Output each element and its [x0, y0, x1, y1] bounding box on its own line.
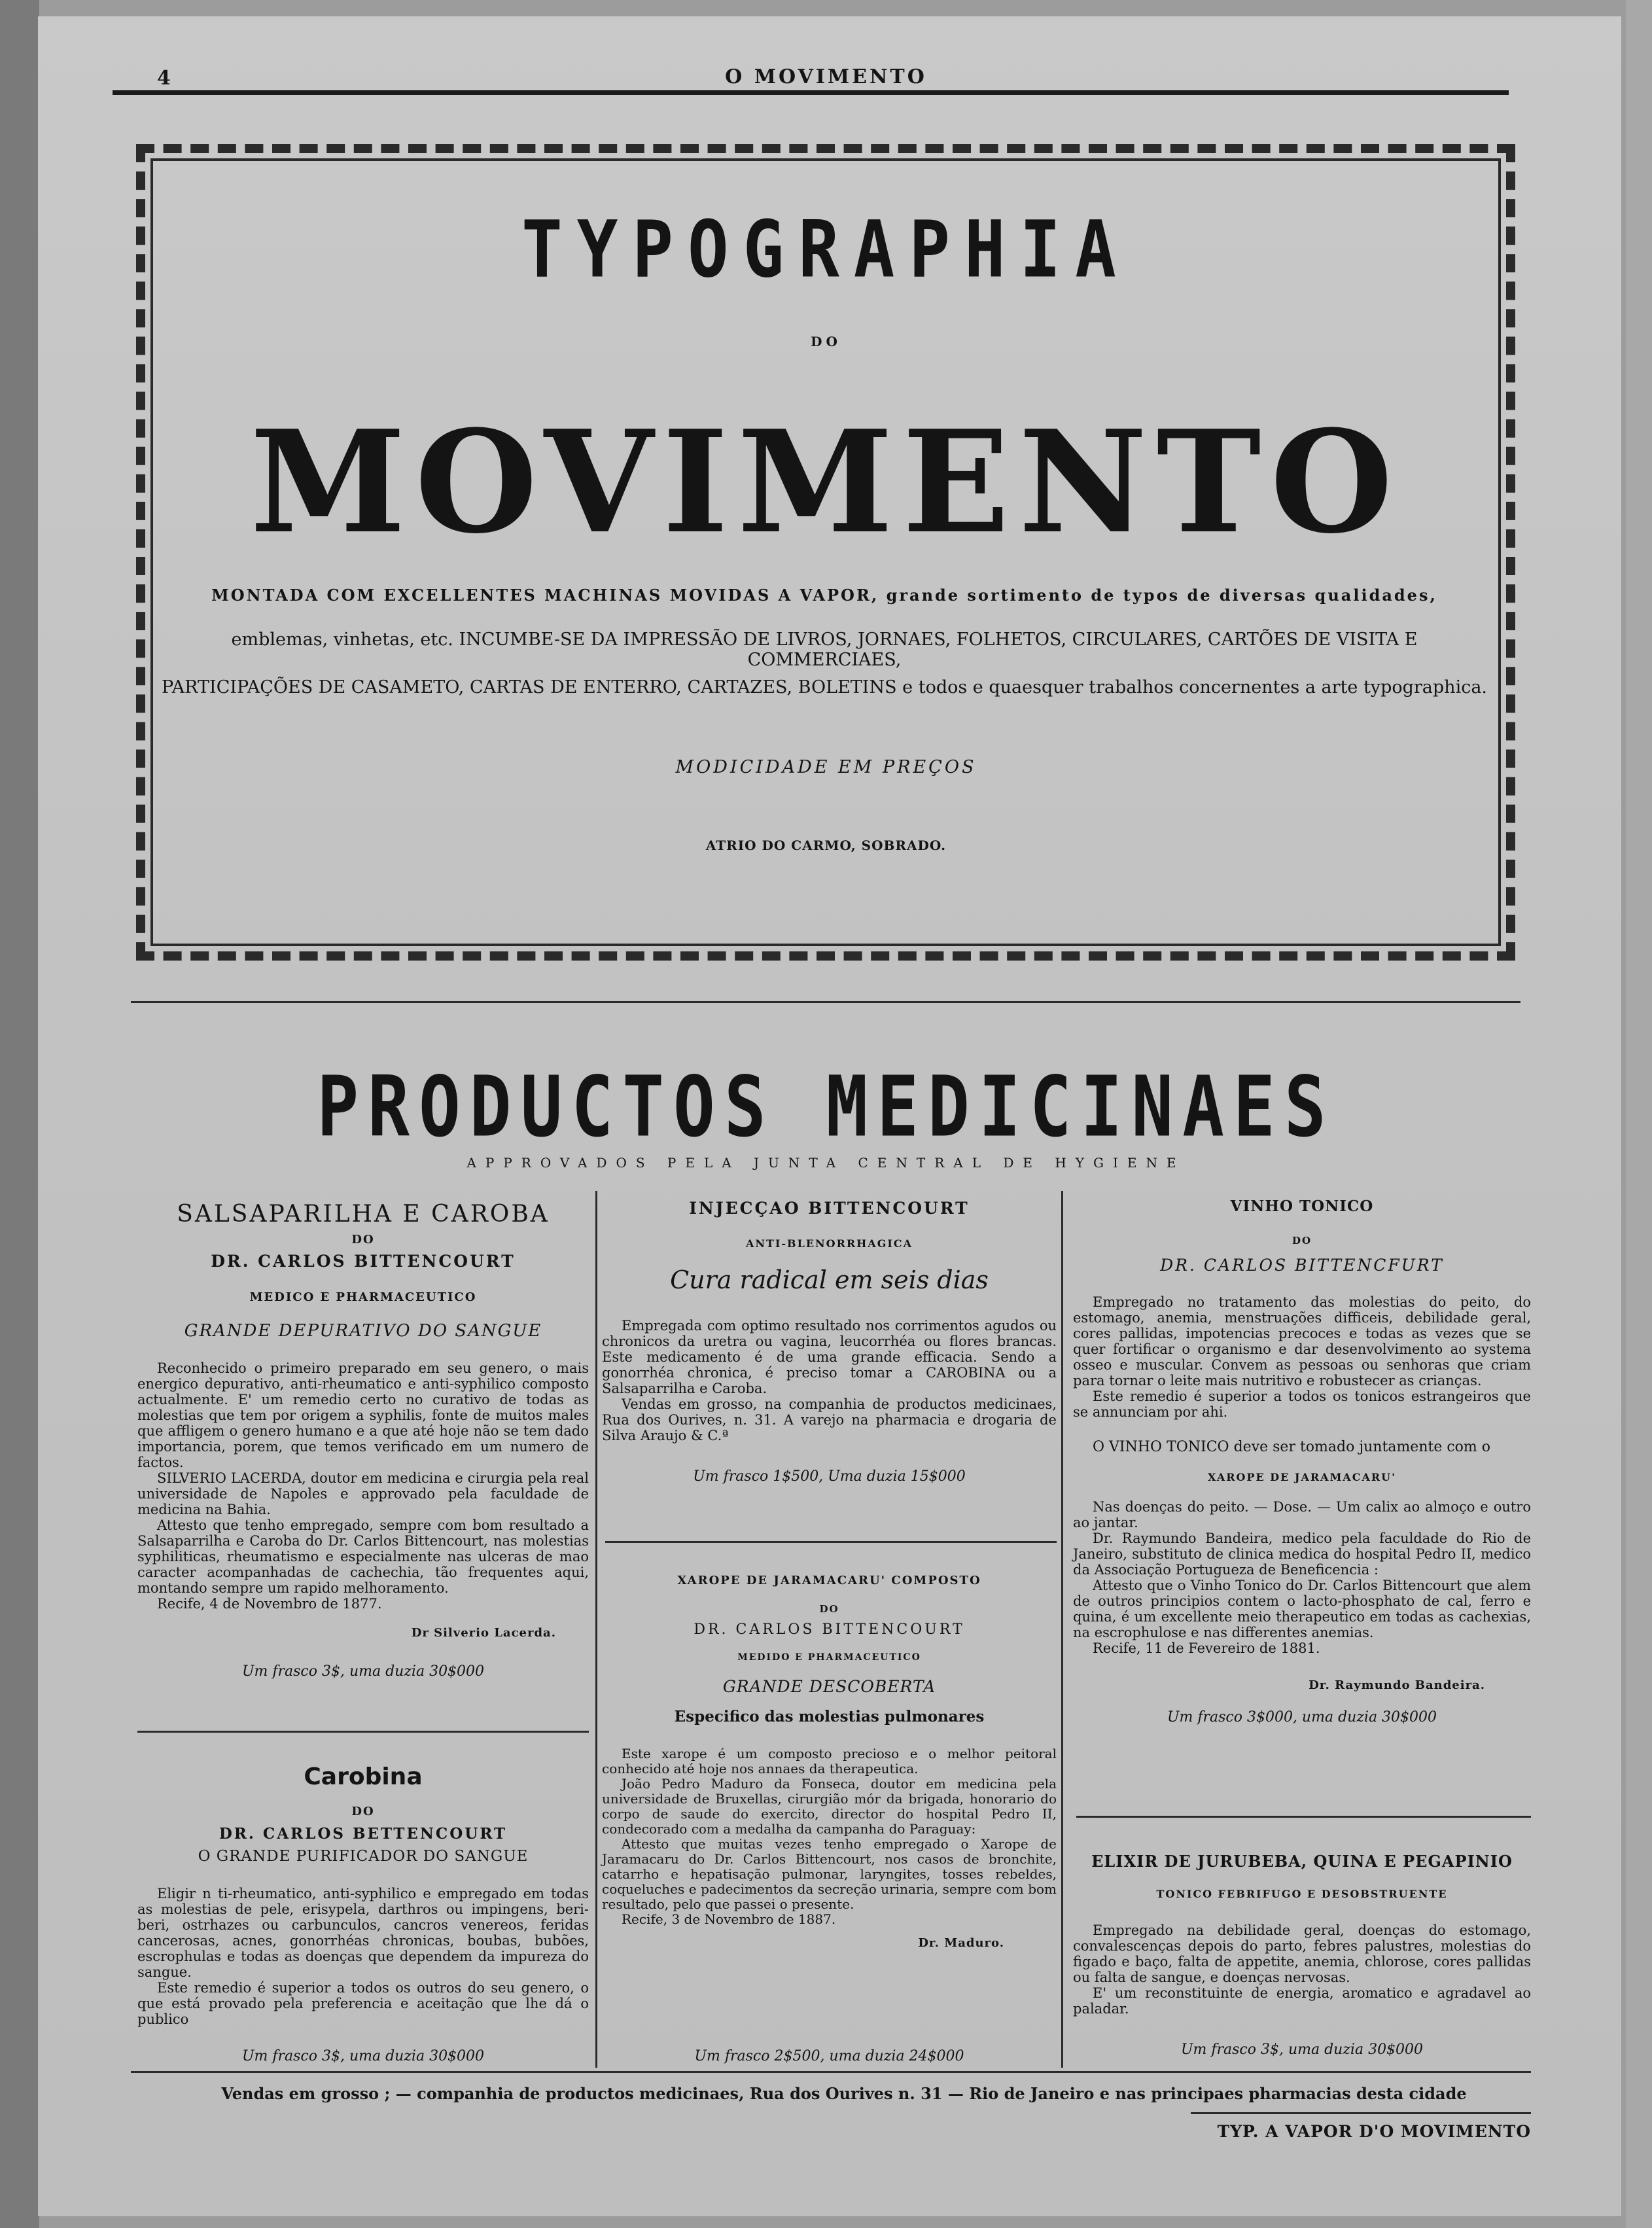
ad-doctor: DR. CARLOS BITTENCOURT — [211, 1252, 516, 1271]
advert-do: DO — [811, 334, 841, 349]
ad-price: Um frasco 3$, uma duzia 30$000 — [241, 2048, 485, 2064]
ad-paragraph: Attesto que muitas vezes tenho empregado o Xarope de Jaramacaru do Dr. Carlos Bittencourt, nos casos de bronchite, catarrho e hepatisação pulmonar, laryngites, tosses rebeldes, coqueluches e padecimentos da secreção urinaria, sempre com bom resultado, pelo que passei o presente. — [602, 1836, 1057, 1912]
ad-paragraph: Nas doenças do peito. — Dose. — Um calix ao almoço e outro ao jantar. — [1073, 1499, 1531, 1530]
ad-date: Recife, 11 de Fevereiro de 1881. — [1093, 1640, 1320, 1656]
ad-paragraph: Este xarope é um composto precioso e o melhor peitoral conhecido até hoje nos annaes da therapeutica. — [602, 1746, 1057, 1777]
ad-title: SALSAPARILHA E CAROBA — [177, 1201, 550, 1228]
advert-line-2: emblemas, vinhetas, etc. INCUMBE-SE DA IMPRESSÃO DE LIVROS, JORNAES, FOLHETOS, CIRCULARES, CARTÕES DE VISITA E COMMERCIAES, — [231, 629, 1418, 670]
ad-title: XAROPE DE JARAMACARU' COMPOSTO — [677, 1574, 981, 1587]
ad-paragraph: Reconhecido o primeiro preparado em seu genero, o mais energico depurativo, anti-rheumatico e anti-syphilico composto actualmente. E' um remedio certo no curativo de todas as molestias que tem por origem a syphilis, fonte de muitos males que affligem o genero humano e a que até hoje não se tem dado importancia, porem, que temos verificado em um numero de factos. — [137, 1360, 589, 1470]
ad-subtitle: TONICO FEBRIFUGO E DESOBSTRUENTE — [1156, 1888, 1448, 1900]
ad-doctor: DR. CARLOS BITTENCOURT — [694, 1621, 965, 1638]
ad-xarope: XAROPE DE JARAMACARU' — [1207, 1471, 1397, 1483]
ad-title: INJECÇAO BITTENCOURT — [689, 1199, 970, 1218]
ad-price: Um frasco 3$, uma duzia 30$000 — [241, 1663, 485, 1680]
ad-paragraph: E' um reconstituinte de energia, aromatico e agradavel ao paladar. — [1073, 1985, 1531, 2017]
ad-paragraph: Attesto que o Vinho Tonico do Dr. Carlos Bittencourt que alem de outros principios contem o lacto-phosphato de cal, ferro e quina, é um excellente meio therapeutico em todas as cachexias, na escrophulose e nas differentes anemias. — [1073, 1578, 1531, 1640]
column-divider-1 — [595, 1191, 597, 2068]
ad-do: DO — [351, 1233, 375, 1247]
column-1-ad-1 — [137, 1201, 589, 1680]
ad-role: MEDICO E PHARMACEUTICO — [249, 1290, 477, 1304]
ad-do: DO — [819, 1603, 839, 1615]
section-divider — [131, 1001, 1520, 1003]
ad-paragraph: Empregado no tratamento das molestias do peito, do estomago, anemia, menstruações difficeis, debilidade geral, cores pallidas, impotencias precoces e todas as vezes que se quer fortificar o organismo e dar desenvolvimento ao systema osseo e muscular. Convem as pessoas ou senhoras que criam para tornar o leite mais nutritivo e robustecer as crianças. — [1073, 1294, 1531, 1388]
advert-address: ATRIO DO CARMO, SOBRADO. — [705, 838, 947, 853]
ad-tagline: GRANDE DEPURATIVO DO SANGUE — [184, 1321, 542, 1341]
column-3-divider — [1076, 1816, 1531, 1818]
ad-paragraph: Attesto que tenho empregado, sempre com bom resultado a Salsaparrilha e Caroba do Dr. Carlos Bittencourt, nas molestias syphiliticas, rheumatismo e especialmente nas ulceras de mao caracter acompanhadas de cachechia, tão frequentes aqui, montando sempre um rapido melhoramento. — [137, 1517, 589, 1596]
ad-price: Um frasco 3$000, uma duzia 30$000 — [1167, 1709, 1437, 1725]
ad-doctor: DR. CARLOS BITTENCFURT — [1160, 1256, 1444, 1275]
ad-paragraph: Dr. Raymundo Bandeira, medico pela faculdade do Rio de Janeiro, substituto de clinica medica do hospital Pedro II, medico da Associação Portugueza de Beneficencia : — [1073, 1530, 1531, 1578]
column-3-ad-2 — [1073, 1852, 1531, 2017]
ad-doctor: DR. CARLOS BETTENCOURT — [219, 1825, 508, 1843]
footer-rule — [131, 2071, 1531, 2073]
ad-paragraph: Vendas em grosso, na companhia de productos medicinaes, Rua dos Ourives, n. 31. A varejo na pharmacia e drogaria de Silva Araujo & C.ª — [602, 1396, 1057, 1443]
ad-subtitle: ANTI-BLENORRHAGICA — [745, 1237, 913, 1250]
ad-do: DO — [1292, 1235, 1312, 1247]
column-1-ad-2 — [137, 1763, 589, 2027]
ad-signature: Dr. Raymundo Bandeira. — [1309, 1678, 1485, 1692]
products-title: PRODUCTOS MEDICINAES — [317, 1058, 1335, 1156]
ad-paragraph: Empregada com optimo resultado nos corrimentos agudos ou chronicos da uretra ou vagina, leucorrhéa ou flores brancas. Este medicamento é de uma grande efficacia. Sendo a gonorrhéa chronica, é preciso tomar a CAROBINA ou a Salsaparrilha e Caroba. — [602, 1318, 1057, 1396]
column-2-divider — [605, 1541, 1057, 1543]
advert-modicidade: MODICIDADE EM PREÇOS — [675, 757, 977, 777]
ad-date: Recife, 3 de Novembro de 1887. — [622, 1911, 836, 1927]
ad-title: Carobina — [304, 1763, 423, 1790]
masthead-title: O MOVIMENTO — [725, 65, 927, 88]
ad-paragraph: O VINHO TONICO deve ser tomado juntamente com o — [1093, 1439, 1491, 1455]
ad-do: DO — [351, 1805, 375, 1818]
page-number: 4 — [157, 67, 171, 90]
ad-paragraph: João Pedro Maduro da Fonseca, doutor em medicina pela universidade de Bruxellas, cirurgião mór da brigada, honorario do corpo de saude do exercito, director do hospital Pedro II, condecorado com a medalha da campanha do Paraguay: — [602, 1776, 1057, 1837]
advert-line-1: MONTADA COM EXCELLENTES MACHINAS MOVIDAS A VAPOR, grande sortimento de typos de diversas qualidades, — [211, 586, 1437, 605]
column-2-ad-2 — [602, 1574, 1057, 1950]
products-subtitle: APPROVADOS PELA JUNTA CENTRAL DE HYGIENE — [466, 1155, 1186, 1171]
advert-line-3: PARTICIPAÇÕES DE CASAMETO, CARTAS DE ENTERRO, CARTAZES, BOLETINS e todos e quaesquer trabalhos concernentes a arte typographica. — [161, 677, 1487, 698]
ad-tagline: O GRANDE PURIFICADOR DO SANGUE — [198, 1848, 529, 1865]
advert-name: MOVIMENTO — [250, 399, 1402, 565]
ad-title: ELIXIR DE JURUBEBA, QUINA E PEGAPINIO — [1091, 1852, 1513, 1871]
ad-paragraph: Este remedio é superior a todos os tonicos estrangeiros que se annunciam por ahi. — [1073, 1388, 1531, 1420]
ad-signature: Dr Silverio Lacerda. — [411, 1626, 556, 1640]
column-3-ad-1 — [1073, 1197, 1531, 1725]
ad-paragraph: SILVERIO LACERDA, doutor em medicina e cirurgia pela real universidade de Napoles e approvado pela faculdade de medicina na Bahia. — [137, 1470, 589, 1517]
column-divider-2 — [1061, 1191, 1063, 2068]
column-1-divider — [137, 1731, 589, 1733]
advert-title: TYPOGRAPHIA — [521, 203, 1131, 296]
ad-paragraph: Empregado na debilidade geral, doenças do estomago, convalescenças depois do parto, febres palustres, molestias do figado e baço, falta de appetite, anemia, chlorose, cores pallidas ou falta de sangue, e doenças nervosas. — [1073, 1922, 1531, 1985]
ad-subtitle: Especifico das molestias pulmonares — [674, 1708, 985, 1725]
ad-title: VINHO TONICO — [1230, 1197, 1374, 1215]
ad-cursive: Cura radical em seis dias — [670, 1265, 989, 1294]
ad-role: MEDIDO E PHARMACEUTICO — [737, 1652, 921, 1663]
ad-price: Um frasco 1$500, Uma duzia 15$000 — [693, 1468, 966, 1485]
ad-price: Um frasco 3$, uma duzia 30$000 — [1180, 2042, 1424, 2058]
header-rule — [113, 90, 1509, 95]
footer-line: Vendas em grosso ; — companhia de productos medicinaes, Rua dos Ourives n. 31 — Rio de Janeiro e nas principaes pharmacias desta cidade — [221, 2084, 1467, 2103]
ad-signature: Dr. Maduro. — [918, 1936, 1004, 1950]
footer-press: TYP. A VAPOR D'O MOVIMENTO — [1217, 2122, 1531, 2141]
ad-tagline: GRANDE DESCOBERTA — [722, 1677, 936, 1696]
ad-price: Um frasco 2$500, uma duzia 24$000 — [694, 2048, 964, 2064]
ad-paragraph: Este remedio é superior a todos os outros do seu genero, o que está provado pela preferencia e aceitação que lhe dá o publico — [137, 1980, 589, 2027]
ad-date: Recife, 4 de Novembro de 1877. — [157, 1596, 382, 1612]
footer-press-rule — [1191, 2112, 1531, 2114]
ad-paragraph: Eligir n ti-rheumatico, anti-syphilico e empregado em todas as molestias de pele, erisypela, darthros ou impingens, beri-beri, ostrhazes ou carbunculos, cancros venereos, feridas cancerosas, acnes, gonorrhéas chronicas, boubas, bubões, escrophulas e todas as doenças que dependem da impureza do sangue. — [137, 1886, 589, 1980]
column-2-ad-1 — [602, 1199, 1057, 1485]
